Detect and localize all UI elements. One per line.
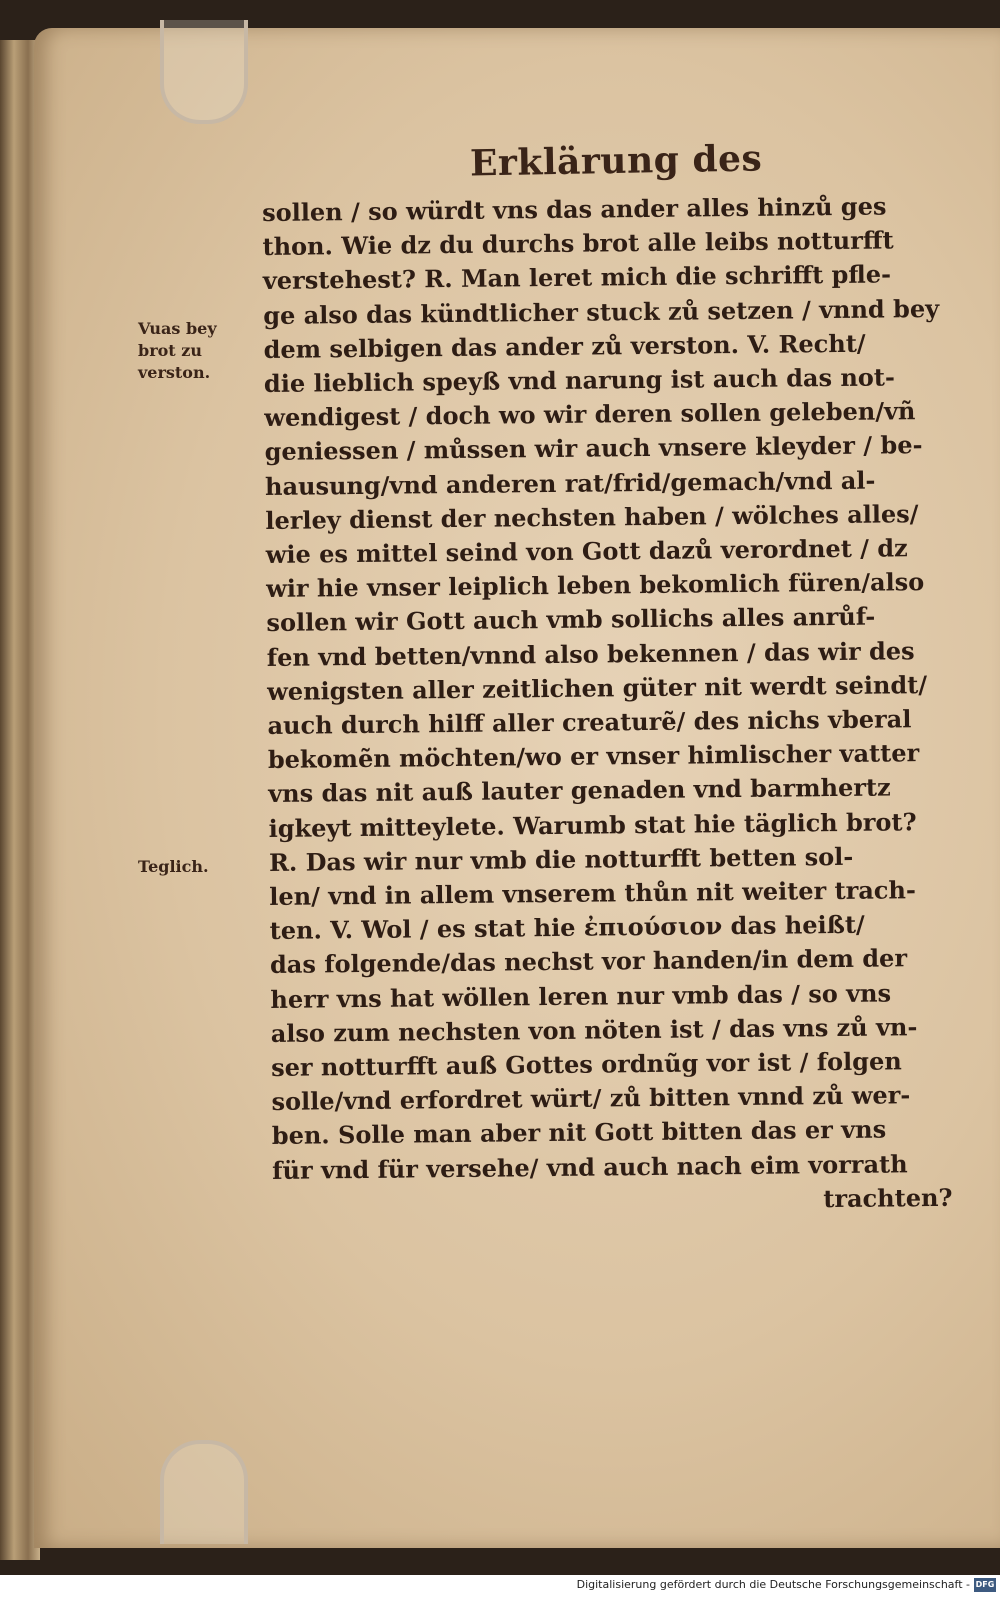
text-line: auch durch hilff aller creaturẽ/ des nichs vberal xyxy=(267,704,912,741)
running-head: Erklärung des xyxy=(469,137,763,185)
text-line: lerley dienst der nechsten haben / wölches alles/ xyxy=(265,498,919,535)
dfg-logo: DFG xyxy=(974,1578,996,1592)
text-line: geniessen / můssen wir auch vnsere kleyder / be- xyxy=(264,430,923,467)
text-line: sollen wir Gott auch vmb sollichs alles anrůf- xyxy=(266,602,876,638)
text-line: für vnd für versehe/ vnd auch nach eim vorrath xyxy=(272,1148,908,1185)
footer-bar xyxy=(0,1575,1000,1597)
text-line: ten. V. Wol / es stat hie ἐπιούσιον das heißt/ xyxy=(269,909,865,946)
text-line: ser notturfft auß Gottes ordnũg vor ist / folgen xyxy=(270,1046,902,1083)
text-line: dem selbigen das ander zů verston. V. Recht/ xyxy=(263,328,866,364)
text-line: wir hie vnser leiplich leben bekomlich füren/also xyxy=(265,567,925,604)
text-line: ge also das kündtlicher stuck zů setzen / vnnd bey xyxy=(263,293,940,330)
text-line: bekomẽn möchten/wo er vnser himlischer vatter xyxy=(267,738,920,775)
text-line: hausung/vnd anderen rat/frid/gemach/vnd al- xyxy=(264,465,876,501)
marginal-note-teglich xyxy=(138,856,266,878)
page-clip-top xyxy=(160,20,248,124)
marginal-note-line: brot zu xyxy=(138,341,202,360)
text-line: solle/vnd erfordret würt/ zů bitten vnnd zů wer- xyxy=(271,1080,911,1117)
page-clip-bottom xyxy=(160,1440,248,1544)
text-line: also zum nechsten von nöten ist / das vns zů vn- xyxy=(270,1012,918,1048)
text-line: wenigsten aller zeitlichen güter nit werdt seindt/ xyxy=(267,669,928,706)
text-line: wendigest / doch wo wir deren sollen geleben/vñ xyxy=(264,396,916,433)
marginal-note-line: Vuas bey xyxy=(138,319,217,338)
marginal-note-line: verston. xyxy=(138,363,211,382)
text-line: fen vnd betten/vnnd also bekennen / das wir des xyxy=(266,635,915,672)
body-text xyxy=(262,189,973,1222)
text-line: thon. Wie dz du durchs brot alle leibs notturfft xyxy=(262,225,894,262)
text-line: len/ vnd in allem vnserem thůn nit weiter trach- xyxy=(269,875,917,912)
text-line: das folgende/das nechst vor handen/in dem der xyxy=(269,943,908,980)
text-line: R. Das wir nur vmb die notturfft betten sol- xyxy=(268,841,854,877)
catchword: trachten? xyxy=(823,1182,953,1214)
marginal-note-line: Teglich. xyxy=(138,857,209,876)
marginal-note-brot xyxy=(138,318,266,384)
text-line: sollen / so würdt vns das ander alles hinzů ges xyxy=(262,191,887,227)
text-line: wie es mittel seind von Gott dazů verordnet / dz xyxy=(265,533,908,570)
text-line: igkeyt mitteylete. Warumb stat hie täglich brot? xyxy=(268,806,917,843)
text-line: ben. Solle man aber nit Gott bitten das er vns xyxy=(271,1115,887,1151)
text-line: verstehest? R. Man leret mich die schrifft pfle- xyxy=(262,259,892,296)
text-line: die lieblich speyß vnd narung ist auch das not- xyxy=(263,362,896,399)
text-line: vns das nit auß lauter genaden vnd barmhertz xyxy=(268,772,891,809)
text-line: herr vns hat wöllen leren nur vmb das / so vns xyxy=(270,978,892,1014)
footer-credit: Digitalisierung gefördert durch die Deutsche Forschungsgemeinschaft - xyxy=(576,1578,970,1591)
